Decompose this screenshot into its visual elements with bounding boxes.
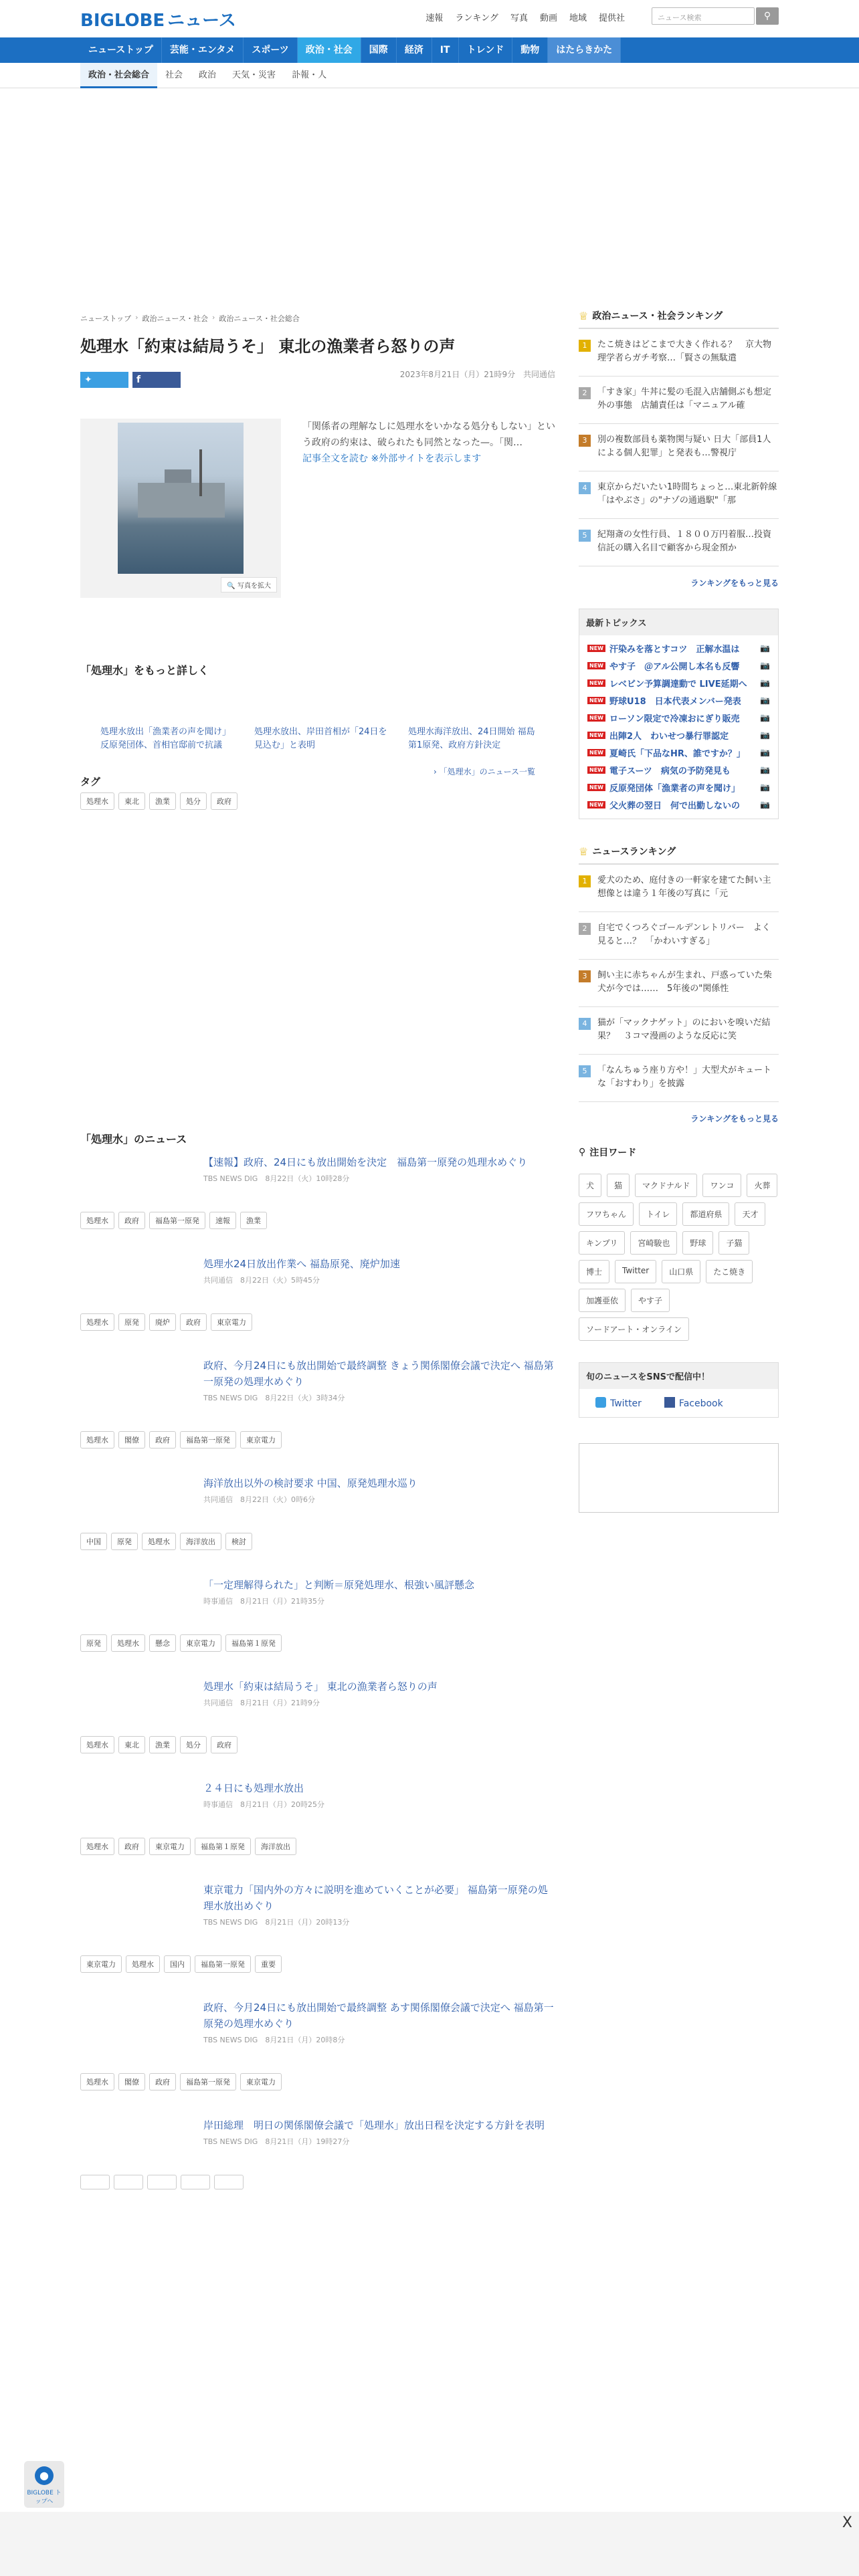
tag[interactable]: 東京電力	[180, 1634, 221, 1652]
topic-item[interactable]	[579, 726, 778, 744]
ranking-item[interactable]	[579, 424, 779, 471]
tag[interactable]: 東北	[118, 1736, 145, 1753]
facebook-share-button[interactable]: f	[132, 372, 181, 388]
tags-heading: タグ	[80, 776, 101, 788]
news-list-link[interactable]: › 「処理水」のニュース一覧	[433, 767, 535, 776]
lead-text: 「関係者の理解なしに処理水をいかなる処分もしない」という政府の約束は、破られたも同然となった—。「関…	[302, 421, 555, 448]
subcategory-society[interactable]: 社会	[165, 70, 183, 80]
tag[interactable]	[114, 2175, 143, 2189]
article-photo-box	[80, 419, 281, 598]
news-item-title[interactable]: 政府、今月24日にも放出開始で最終調整 きょう関係閣僚会議で決定へ 福島第一原発の処理水めぐり	[203, 1360, 554, 1388]
news-item-tags	[80, 1955, 555, 1973]
keyword-chip[interactable]: ワンコ	[702, 1174, 741, 1197]
new-badge: NEW	[587, 697, 605, 704]
new-badge: NEW	[587, 766, 605, 774]
tag[interactable]: 漁業	[240, 1212, 267, 1229]
camera-icon: 📷	[760, 643, 770, 653]
keyword-chip[interactable]: 火葬	[747, 1174, 777, 1197]
tag[interactable]: 東京電力	[80, 1955, 122, 1973]
facebook-icon	[664, 1397, 675, 1408]
tag[interactable]: 重要	[255, 1955, 282, 1973]
news-item-title[interactable]: 処理水「約束は結局うそ」 東北の漁業者ら怒りの声	[203, 1681, 438, 1693]
tag[interactable]: 処理水	[80, 1838, 114, 1855]
news-item-tags	[80, 1212, 555, 1229]
top-nav	[425, 11, 625, 23]
twitter-share-button[interactable]	[80, 372, 128, 388]
tag[interactable]	[147, 2175, 177, 2189]
tag[interactable]: 原発	[111, 1533, 138, 1550]
news-item-title[interactable]: 政府、今月24日にも放出開始で最終調整 あす関係閣僚会議で決定へ 福島第一原発の処理水めぐり	[203, 2002, 554, 2030]
ranking-item[interactable]	[579, 519, 779, 566]
twitter-link[interactable]: Twitter	[595, 1397, 642, 1409]
tag[interactable]: 処理水	[111, 1634, 145, 1652]
tag[interactable]: 処理水	[126, 1955, 160, 1973]
new-badge: NEW	[587, 714, 605, 722]
tag[interactable]: 処理水	[80, 2073, 114, 2090]
ranking-item-text: 紀翔斎の女性行員、１８００万円着服…投資信託の購入名目で顧客から現金預か	[597, 530, 772, 553]
rank-number: 1	[579, 875, 591, 887]
tag[interactable]: 福島第１原発	[195, 1838, 251, 1855]
tag[interactable]: 政府	[211, 792, 237, 810]
article-source: 共同通信	[522, 370, 555, 379]
news-ranking-more-link[interactable]: ランキングをもっと見る	[690, 1114, 779, 1123]
new-badge: NEW	[587, 679, 605, 687]
ranking-item-text: 「なんちゅう座り方や！」大型犬がキュートな「おすわり」を披露	[597, 1065, 772, 1089]
politics-ranking-heading: ♕ 政治ニュース・社会ランキング	[579, 309, 779, 329]
magnifier-icon: ⚲	[763, 11, 771, 21]
news-item-tags	[80, 1533, 555, 1550]
news-item	[203, 1154, 555, 1184]
keyword-chip[interactable]: 山口県	[662, 1260, 700, 1283]
tag[interactable]: 処理水	[80, 1431, 114, 1448]
topic-item-text: レベビン予算調達動で LIVE延期へ	[609, 679, 747, 689]
keyword-chip[interactable]: 犬	[579, 1174, 601, 1197]
politics-ranking-more-link[interactable]: ランキングをもっと見る	[690, 578, 779, 588]
topic-item[interactable]	[579, 744, 778, 761]
tag[interactable]: 東京電力	[240, 2073, 282, 2090]
news-item-meta: TBS NEWS DIG 8月21日（月）19時27分	[203, 2137, 350, 2146]
new-badge: NEW	[587, 645, 605, 652]
tag[interactable]: 処理水	[80, 1736, 114, 1753]
news-item-meta: 時事通信 8月21日（月）20時25分	[203, 1800, 324, 1809]
tag[interactable]: 閣僚	[118, 1431, 145, 1448]
camera-icon: 📷	[760, 678, 770, 687]
topic-item[interactable]	[579, 639, 778, 657]
topic-item-text: 出陣2人 わいせつ暴行罪認定	[609, 731, 729, 742]
ranking-item-text: 飼い主に赤ちゃんが生まれ、戸惑っていた柴犬が今では…… 5年後の"関係性	[597, 970, 772, 994]
news-item-meta: 共同通信 8月22日（火）0時6分	[203, 1495, 315, 1504]
category-economy[interactable]: 経済	[397, 37, 432, 63]
ad-box	[579, 1443, 779, 1513]
news-item	[203, 1577, 555, 1606]
news-item-meta: 共同通信 8月21日（月）21時9分	[203, 1699, 320, 1707]
category-work[interactable]: はたらきかた	[548, 37, 621, 63]
news-item-tags	[80, 1838, 555, 1855]
tag[interactable]: 懸念	[149, 1634, 176, 1652]
news-item-meta: TBS NEWS DIG 8月21日（月）20時13分	[203, 1918, 350, 1927]
news-item-title[interactable]: 海洋放出以外の検討要求 中国、原発処理水巡り	[203, 1477, 417, 1489]
camera-icon: 📷	[760, 661, 770, 670]
tag[interactable]: 原発	[118, 1313, 145, 1331]
tag[interactable]	[214, 2175, 244, 2189]
bottom-ad-bar	[0, 2512, 859, 2576]
sns-box	[579, 1362, 779, 1418]
ranking-item-text: たこ焼きはどこまで大きく作れる？ 京大物理学者らガチ考察…「賢さの無駄遣	[597, 340, 772, 363]
tag[interactable]: 処分	[180, 1736, 207, 1753]
category-entertainment[interactable]: 芸能・エンタメ	[162, 37, 244, 63]
keyword-chip[interactable]: ソードアート・オンライン	[579, 1317, 689, 1341]
rank-number: 3	[579, 435, 591, 447]
news-ranking-list	[579, 865, 779, 1102]
category-sports[interactable]: スポーツ	[244, 37, 297, 63]
breadcrumb-item[interactable]: 政治ニュース・社会	[142, 314, 208, 323]
news-item-title[interactable]: 処理水24日放出作業へ 福島原発、廃炉加速	[203, 1258, 400, 1270]
lead-text-block	[302, 419, 555, 598]
ranking-item[interactable]	[579, 1007, 779, 1055]
ranking-item-text: 愛犬のため、庭付きの一軒家を建てた飼い主 想像とは違う１年後の写真に「元	[597, 875, 780, 899]
keyword-chip[interactable]: たこ焼き	[706, 1260, 753, 1283]
breadcrumb: ニューストップ › 政治ニュース・社会 › 政治ニュース・社会総合	[80, 313, 300, 323]
topic-item[interactable]	[579, 778, 778, 796]
article-date: 2023年8月21日（月）21時9分	[399, 370, 516, 379]
rank-number: 2	[579, 923, 591, 935]
article-title: 処理水「約束は結局うそ」 東北の漁業者ら怒りの声	[80, 337, 456, 356]
tag[interactable]: 政府	[118, 1838, 145, 1855]
tag[interactable]: 政府	[118, 1212, 145, 1229]
topic-item-text: 夏崎氏「下品なHR、誰ですか？」	[609, 748, 745, 759]
ranking-item-text: 猫が「マックナゲット」のにおいを嗅いだ結果？ ３コマ漫画のような反応に笑	[597, 1018, 771, 1041]
rank-number: 4	[579, 482, 591, 494]
keyword-chip[interactable]: 都道府県	[682, 1202, 729, 1226]
camera-icon: 📷	[760, 730, 770, 740]
keyword-chip[interactable]: 子猫	[719, 1231, 749, 1255]
news-item-title[interactable]: 東京電力「国内外の方々に説明を進めていくことが必要」 福島第一原発の処理水放出めぐり	[203, 1884, 548, 1912]
latest-topics	[579, 609, 779, 819]
camera-icon: 📷	[760, 782, 770, 792]
category-international[interactable]: 国際	[361, 37, 397, 63]
subcategory-general[interactable]: 政治・社会総合	[80, 63, 157, 88]
read-more-link[interactable]: 記事全文を読む ※外部サイトを表示します	[302, 453, 482, 464]
biglobe-logo[interactable]: BIGLOBE ニュース	[80, 11, 236, 31]
tag[interactable]: 東京電力	[240, 1431, 282, 1448]
tag[interactable]	[80, 2175, 110, 2189]
related-article[interactable]: 処理水放出、岸田首相が「24日を見込む」と表明	[254, 727, 387, 750]
tag[interactable]: 速報	[209, 1212, 236, 1229]
ranking-item[interactable]	[579, 329, 779, 377]
news-item-title[interactable]: ２４日にも処理水放出	[203, 1782, 304, 1794]
news-item	[203, 1679, 555, 1708]
topic-item[interactable]	[579, 709, 778, 726]
sidebar	[579, 309, 779, 1513]
tag[interactable]: 福島第一原発	[195, 1955, 251, 1973]
sns-heading: 旬のニュースをSNSで配信中！	[579, 1363, 778, 1389]
keyword-chip[interactable]: マクドナルド	[635, 1174, 697, 1197]
crown-icon: ♕	[579, 845, 589, 858]
article-lead	[80, 419, 555, 598]
keyword-list	[579, 1174, 779, 1341]
topic-item-text: 反原発団体「漁業者の声を聞け」	[609, 783, 740, 794]
topic-item-text: 野球U18 日本代表メンバー発表	[609, 696, 741, 707]
ranking-item[interactable]	[579, 471, 779, 519]
tag[interactable]: 漁業	[149, 1736, 176, 1753]
tag[interactable]: 漁業	[149, 792, 176, 810]
top-link-photo[interactable]: 写真	[510, 13, 528, 23]
keyword-chip[interactable]: 野球	[682, 1231, 713, 1255]
twitter-icon: ✦	[84, 374, 92, 385]
new-badge: NEW	[587, 784, 605, 791]
site-header	[0, 0, 859, 37]
tag[interactable]: 東北	[118, 792, 145, 810]
topic-item[interactable]	[579, 657, 778, 674]
category-top[interactable]: ニューストップ	[80, 37, 162, 63]
tag[interactable]: 政府	[180, 1313, 207, 1331]
topic-item[interactable]	[579, 674, 778, 691]
news-section-heading: 「処理水」のニュース	[80, 1133, 187, 1146]
new-badge: NEW	[587, 732, 605, 739]
top-link-region[interactable]: 地域	[569, 13, 587, 23]
tag[interactable]: 処理水	[80, 1212, 114, 1229]
search-icon: ⚲	[579, 1147, 586, 1158]
top-link-video[interactable]: 動画	[539, 13, 557, 23]
rank-number: 2	[579, 387, 591, 399]
tag[interactable]: 東京電力	[211, 1313, 252, 1331]
tag[interactable]: 処分	[180, 792, 207, 810]
breadcrumb-item[interactable]: ニューストップ	[80, 314, 132, 323]
tag[interactable]: 廃炉	[149, 1313, 176, 1331]
ranking-item[interactable]	[579, 912, 779, 960]
twitter-icon	[595, 1397, 606, 1408]
tag-list	[80, 792, 555, 810]
facebook-link[interactable]: Facebook	[664, 1397, 723, 1409]
news-item	[203, 1780, 555, 1810]
subcategory-obituary[interactable]: 訃報・人	[292, 70, 327, 80]
related-article[interactable]: 処理水放出「漁業者の声を聞け」 反原発団体、首相官邸前で抗議	[100, 727, 231, 750]
news-item	[203, 2000, 555, 2045]
rank-number: 3	[579, 970, 591, 982]
tag[interactable]: 原発	[80, 1634, 107, 1652]
news-item-tags	[80, 2073, 555, 2090]
more-section-heading: 「処理水」をもっと詳しく	[80, 664, 209, 677]
top-link-ranking[interactable]: ランキング	[455, 13, 498, 23]
topic-item[interactable]	[579, 761, 778, 778]
crown-icon: ♕	[579, 309, 589, 322]
category-it[interactable]: IT	[432, 37, 459, 63]
tag[interactable]: 国内	[164, 1955, 191, 1973]
ad-space	[0, 88, 859, 309]
keyword-chip[interactable]: キンプリ	[579, 1231, 625, 1255]
main-column	[80, 309, 555, 2189]
new-badge: NEW	[587, 801, 605, 809]
globe-icon: ●	[35, 2466, 54, 2485]
breadcrumb-item[interactable]: 政治ニュース・社会総合	[219, 314, 300, 323]
top-link-provider[interactable]: 提供社	[598, 13, 625, 23]
subcategory-bar	[0, 63, 859, 88]
keyword-chip[interactable]: 猫	[607, 1174, 630, 1197]
new-badge: NEW	[587, 662, 605, 669]
news-item	[203, 1475, 555, 1505]
keyword-chip[interactable]: やす子	[631, 1289, 670, 1312]
ranking-item-text: 東京からだいたい1時間ちょっと…東北新幹線「はやぶさ」の"ナゾの通過駅"「那	[597, 482, 777, 506]
tag[interactable]: 福島第１原発	[225, 1634, 282, 1652]
tag[interactable]	[181, 2175, 210, 2189]
keyword-chip[interactable]: 加護亜依	[579, 1289, 626, 1312]
ranking-item[interactable]	[579, 1055, 779, 1102]
topic-item[interactable]	[579, 691, 778, 709]
camera-icon: 📷	[760, 748, 770, 757]
keyword-chip[interactable]: トイレ	[639, 1202, 677, 1226]
camera-icon: 📷	[760, 713, 770, 722]
camera-icon: 📷	[760, 695, 770, 705]
tag[interactable]: 中国	[80, 1533, 107, 1550]
tag[interactable]: 福島第一原発	[149, 1212, 205, 1229]
topic-item-text: やす子 ＠アル公開し本名も反響	[609, 661, 740, 672]
camera-icon: 📷	[760, 800, 770, 809]
tag[interactable]: 処理水	[142, 1533, 176, 1550]
news-item-tags	[80, 1431, 555, 1448]
topic-item-text: ローソン限定で冷凍おにぎり販売	[609, 714, 740, 724]
news-item-meta: TBS NEWS DIG 8月22日（火）3時34分	[203, 1394, 345, 1402]
keyword-chip[interactable]: フワちゃん	[579, 1202, 634, 1226]
ranking-item[interactable]	[579, 960, 779, 1007]
tag[interactable]: 海洋放出	[255, 1838, 296, 1855]
news-item-tags	[80, 1634, 555, 1652]
camera-icon: 📷	[760, 765, 770, 774]
tag[interactable]: 海洋放出	[180, 1533, 221, 1550]
topics-heading: 最新トピックス	[579, 609, 778, 635]
news-item-tags	[80, 2175, 555, 2189]
tag[interactable]: 政府	[211, 1736, 237, 1753]
related-articles	[100, 726, 555, 752]
rank-number: 1	[579, 340, 591, 352]
tag[interactable]: 検討	[225, 1533, 252, 1550]
topic-item[interactable]	[579, 796, 778, 813]
news-item-meta: 共同通信 8月22日（火）5時45分	[203, 1276, 320, 1285]
news-item-title[interactable]: 「一定理解得られた」と判断＝原発処理水、根強い風評懸念	[203, 1579, 475, 1591]
tag[interactable]: 政府	[149, 2073, 176, 2090]
search-button[interactable]	[756, 7, 779, 25]
tag[interactable]: 処理水	[80, 1313, 114, 1331]
tag[interactable]: 閣僚	[118, 2073, 145, 2090]
top-link-breaking[interactable]: 速報	[425, 13, 444, 23]
related-article[interactable]: 処理水海洋放出、24日開始 福島第1原発、政府方針決定	[408, 727, 535, 750]
news-item-meta: TBS NEWS DIG 8月21日（月）20時8分	[203, 2036, 345, 2044]
close-icon[interactable]: X	[842, 2514, 852, 2531]
rank-number: 4	[579, 1018, 591, 1030]
keyword-chip[interactable]: 博士	[579, 1260, 609, 1283]
subcategory-politics[interactable]: 政治	[199, 70, 217, 80]
news-item-meta: 時事通信 8月21日（月）21時35分	[203, 1597, 324, 1606]
politics-ranking-list	[579, 329, 779, 566]
tag[interactable]: 福島第一原発	[180, 2073, 236, 2090]
news-item	[203, 1358, 555, 1403]
keyword-chip[interactable]: 宮崎駿也	[630, 1231, 677, 1255]
new-badge: NEW	[587, 749, 605, 756]
subcategory-weather[interactable]: 天気・災害	[232, 70, 276, 80]
ranking-item[interactable]	[579, 865, 779, 912]
news-item	[203, 1882, 555, 1927]
ranking-item-text: 自宅でくつろぐゴールデンレトリバー よく見ると…？ 「かわいすぎる」	[597, 923, 771, 946]
tag[interactable]: 政府	[149, 1431, 176, 1448]
keyword-chip[interactable]: Twitter	[615, 1260, 656, 1283]
keywords-heading: ⚲ 注目ワード	[579, 1147, 637, 1158]
category-trend[interactable]: トレンド	[459, 37, 513, 63]
tag[interactable]: 東京電力	[149, 1838, 191, 1855]
news-item-tags	[80, 1736, 555, 1753]
topic-item-text: 電子スーツ 病気の予防発見も	[609, 766, 731, 776]
rank-number: 5	[579, 1065, 591, 1077]
ranking-item-text: 別の複数部員も薬物関与疑い 日大「部員1人による個人犯罪」と発表も…警視庁	[597, 435, 771, 458]
tag[interactable]: 処理水	[80, 792, 114, 810]
news-list	[80, 1154, 555, 2189]
category-animals[interactable]: 動物	[512, 37, 548, 63]
tag[interactable]: 福島第一原発	[180, 1431, 236, 1448]
rank-number: 5	[579, 530, 591, 542]
category-bar	[0, 37, 859, 63]
search-input[interactable]: ニュース検索	[652, 7, 755, 25]
news-item-meta: TBS NEWS DIG 8月22日（火）10時28分	[203, 1174, 350, 1183]
news-item-title[interactable]: 岸田総理 明日の関係閣僚会議で「処理水」放出日程を決定する方針を表明	[203, 2119, 545, 2131]
topic-item-text: 汗染みを落とすコツ 正解水温は	[609, 644, 740, 655]
news-item-title[interactable]: 【速報】政府、24日にも放出開始を決定 福島第一原発の処理水めぐり	[203, 1156, 528, 1168]
back-to-top-button[interactable]: ● BIGLOBE トップへ	[24, 2461, 64, 2508]
article-photo[interactable]	[118, 423, 244, 574]
topic-item-text: 父火葬の翌日 何で出勤しないの	[609, 800, 740, 811]
keyword-chip[interactable]: 天才	[735, 1202, 765, 1226]
category-politics[interactable]: 政治・社会	[298, 37, 361, 63]
photo-enlarge-button[interactable]: 🔍 写真を拡大	[221, 577, 277, 593]
ranking-item[interactable]	[579, 377, 779, 424]
news-item	[203, 1256, 555, 1285]
ranking-item-text: 「すき家」牛丼に髪の毛混入店舗側ぶも想定外の事態 店舗責任は「マニュアル確	[597, 387, 772, 411]
news-ranking-heading: ♕ ニュースランキング	[579, 845, 779, 865]
news-item-tags	[80, 1313, 555, 1331]
news-item	[203, 2117, 555, 2147]
